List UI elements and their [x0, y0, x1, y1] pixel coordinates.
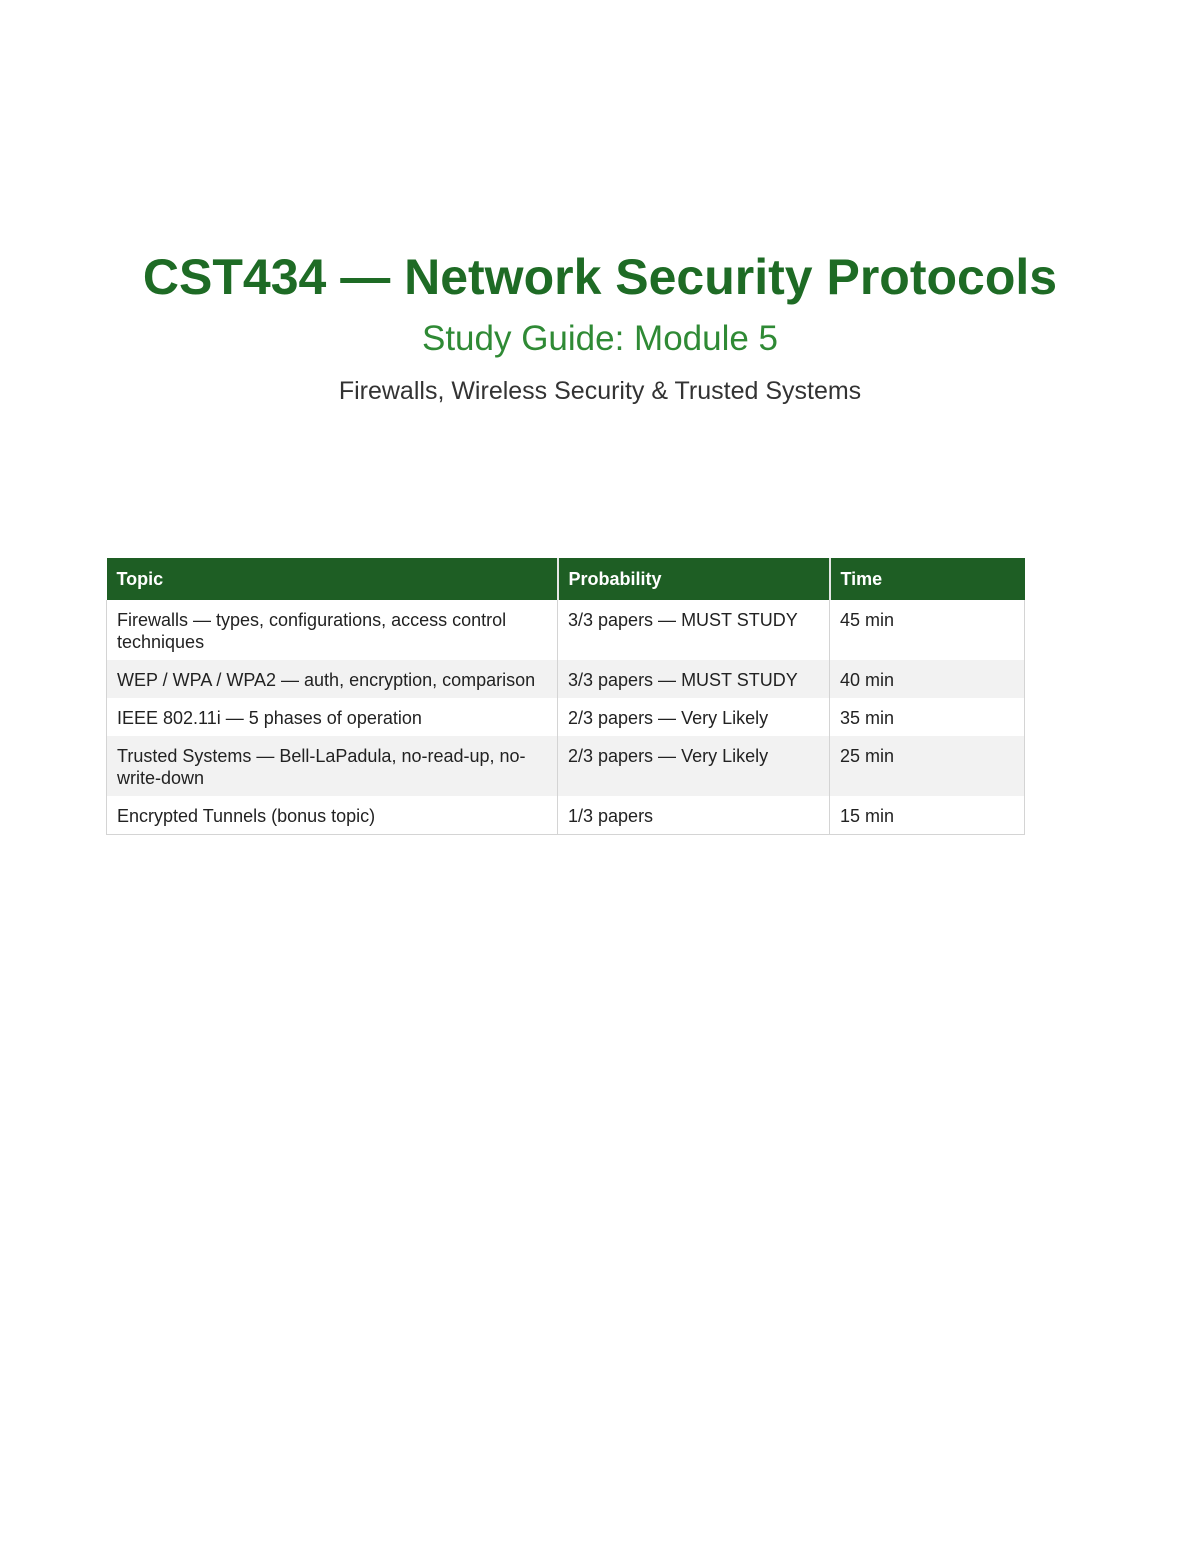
table-header-row	[107, 558, 1025, 600]
table-row	[107, 796, 1025, 835]
cell-topic: IEEE 802.11i — 5 phases of operation	[107, 698, 558, 736]
header-topic: Topic	[107, 558, 558, 600]
cell-time: 40 min	[830, 660, 1025, 698]
document-tagline: Firewalls, Wireless Security & Trusted Systems	[338, 377, 862, 405]
cell-topic: Encrypted Tunnels (bonus topic)	[107, 796, 558, 835]
cell-probability: 1/3 papers	[558, 796, 830, 835]
cell-probability: 2/3 papers — Very Likely	[558, 736, 830, 796]
cell-time: 35 min	[830, 698, 1025, 736]
cell-probability: 2/3 papers — Very Likely	[558, 698, 830, 736]
cell-probability: 3/3 papers — MUST STUDY	[558, 660, 830, 698]
cell-time: 45 min	[830, 600, 1025, 660]
document-title: CST434 — Network Security Protocols	[142, 249, 1058, 305]
header-probability: Probability	[558, 558, 830, 600]
cell-probability: 3/3 papers — MUST STUDY	[558, 600, 830, 660]
table-row	[107, 736, 1025, 796]
title-block	[0, 245, 1200, 407]
document-subtitle: Study Guide: Module 5	[421, 319, 779, 358]
header-time: Time	[830, 558, 1025, 600]
cell-time: 15 min	[830, 796, 1025, 835]
cell-topic: Trusted Systems — Bell-LaPadula, no-read-up, no-write-down	[107, 736, 558, 796]
cell-time: 25 min	[830, 736, 1025, 796]
table-row	[107, 600, 1025, 660]
table-row	[107, 698, 1025, 736]
topics-table	[106, 558, 1025, 835]
cell-topic: Firewalls — types, configurations, access control techniques	[107, 600, 558, 660]
cell-topic: WEP / WPA / WPA2 — auth, encryption, comparison	[107, 660, 558, 698]
table-row	[107, 660, 1025, 698]
